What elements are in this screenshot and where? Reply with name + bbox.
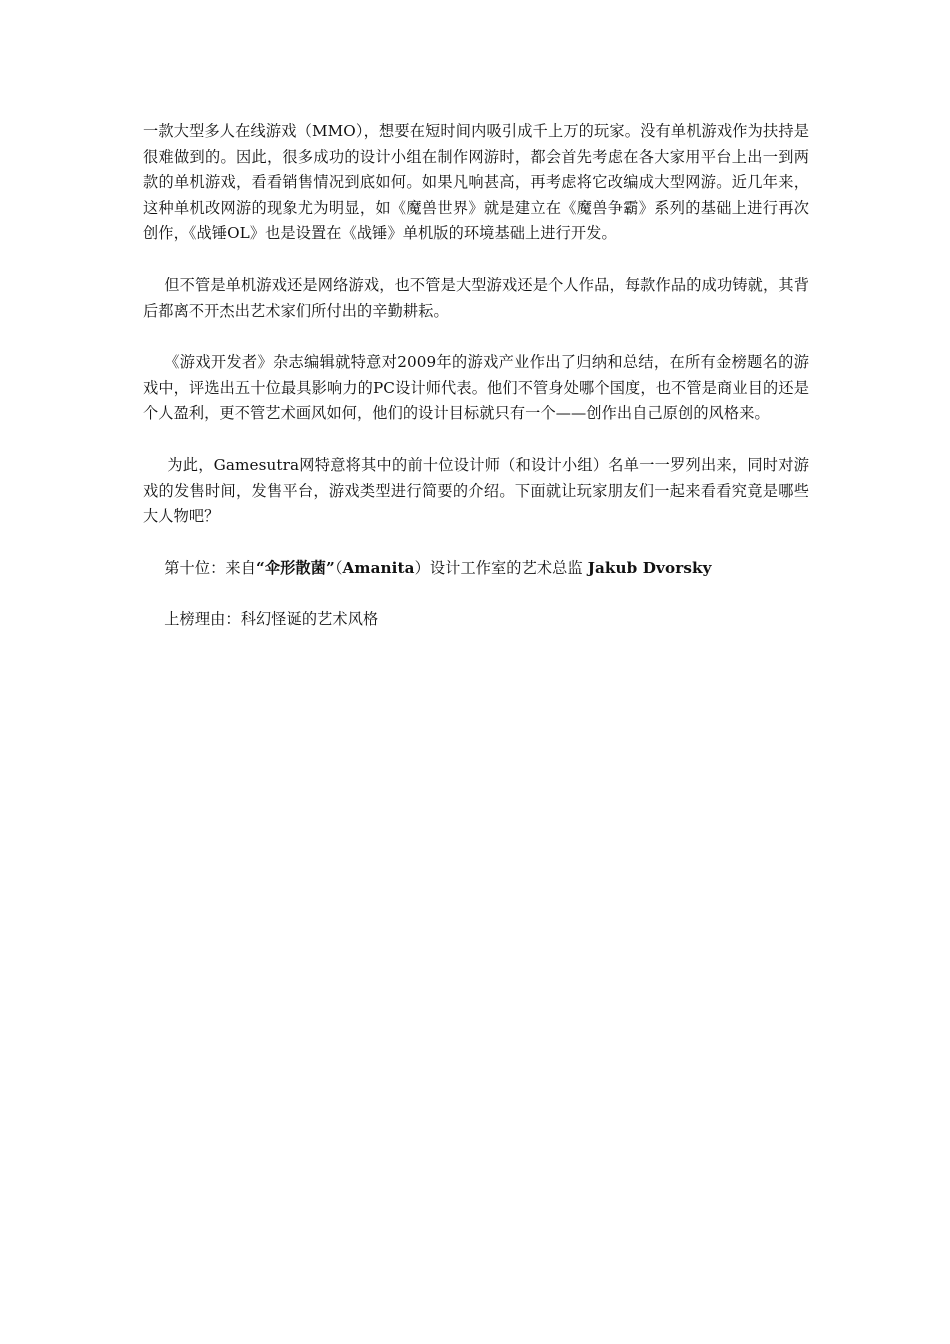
paragraph-gamesutra-list: 为此，Gamesutra网特意将其中的前十位设计师（和设计小组）名单一一罗列出来，同时对游戏的发售时间，发售平台，游戏类型进行简要的介绍。下面就让玩家朋友们一起来看看究竟是哪些大人物吧？	[143, 455, 809, 526]
rank-middle-text: 设计工作室的艺术总监	[429, 558, 588, 577]
rank-prefix: 第十位：来自	[164, 558, 256, 577]
studio-name-en: Amanita	[342, 558, 415, 577]
paragraph-game-developer-magazine: 《游戏开发者》杂志编辑就特意对2009年的游戏产业作出了归纳和总结，在所有金榜题名的游戏中，评选出五十位最具影响力的PC设计师代表。他们不管身处哪个国度，也不管是商业目的还是个人盈利，更不管艺术画风如何，他们的设计目标就只有一个——创作出自己原创的风格来。	[143, 353, 809, 423]
studio-name-cn: “伞形散菌”	[256, 558, 335, 577]
paragraph-artists: 但不管是单机游戏还是网络游戏，也不管是大型游戏还是个人作品，每款作品的成功铸就，其背后都离不开杰出艺术家们所付出的辛勤耕耘。	[143, 275, 809, 320]
designer-name: Jakub Dvorsky	[587, 558, 712, 577]
paren-open: （	[334, 558, 343, 577]
document-body	[143, 119, 809, 633]
paren-close: ）	[414, 558, 430, 577]
paragraph-intro: 一款大型多人在线游戏（MMO），想要在短时间内吸引成千上万的玩家。没有单机游戏作为扶持是很难做到的。因此，很多成功的设计小组在制作网游时，都会首先考虑在各大家用平台上出一到两款的单机游戏，看看销售情况到底如何。如果凡响甚高，再考虑将它改编成大型网游。近几年来，这种单机改网游的现象尤为明显，如《魔兽世界》就是建立在《魔兽争霸》系列的基础上进行再次创作，《战锤OL》也是设置在《战锤》单机版的环境基础上进行开发。	[143, 122, 809, 243]
rank-tenth-line	[143, 556, 809, 582]
reason-line: 上榜理由：科幻怪诞的艺术风格	[164, 610, 379, 629]
